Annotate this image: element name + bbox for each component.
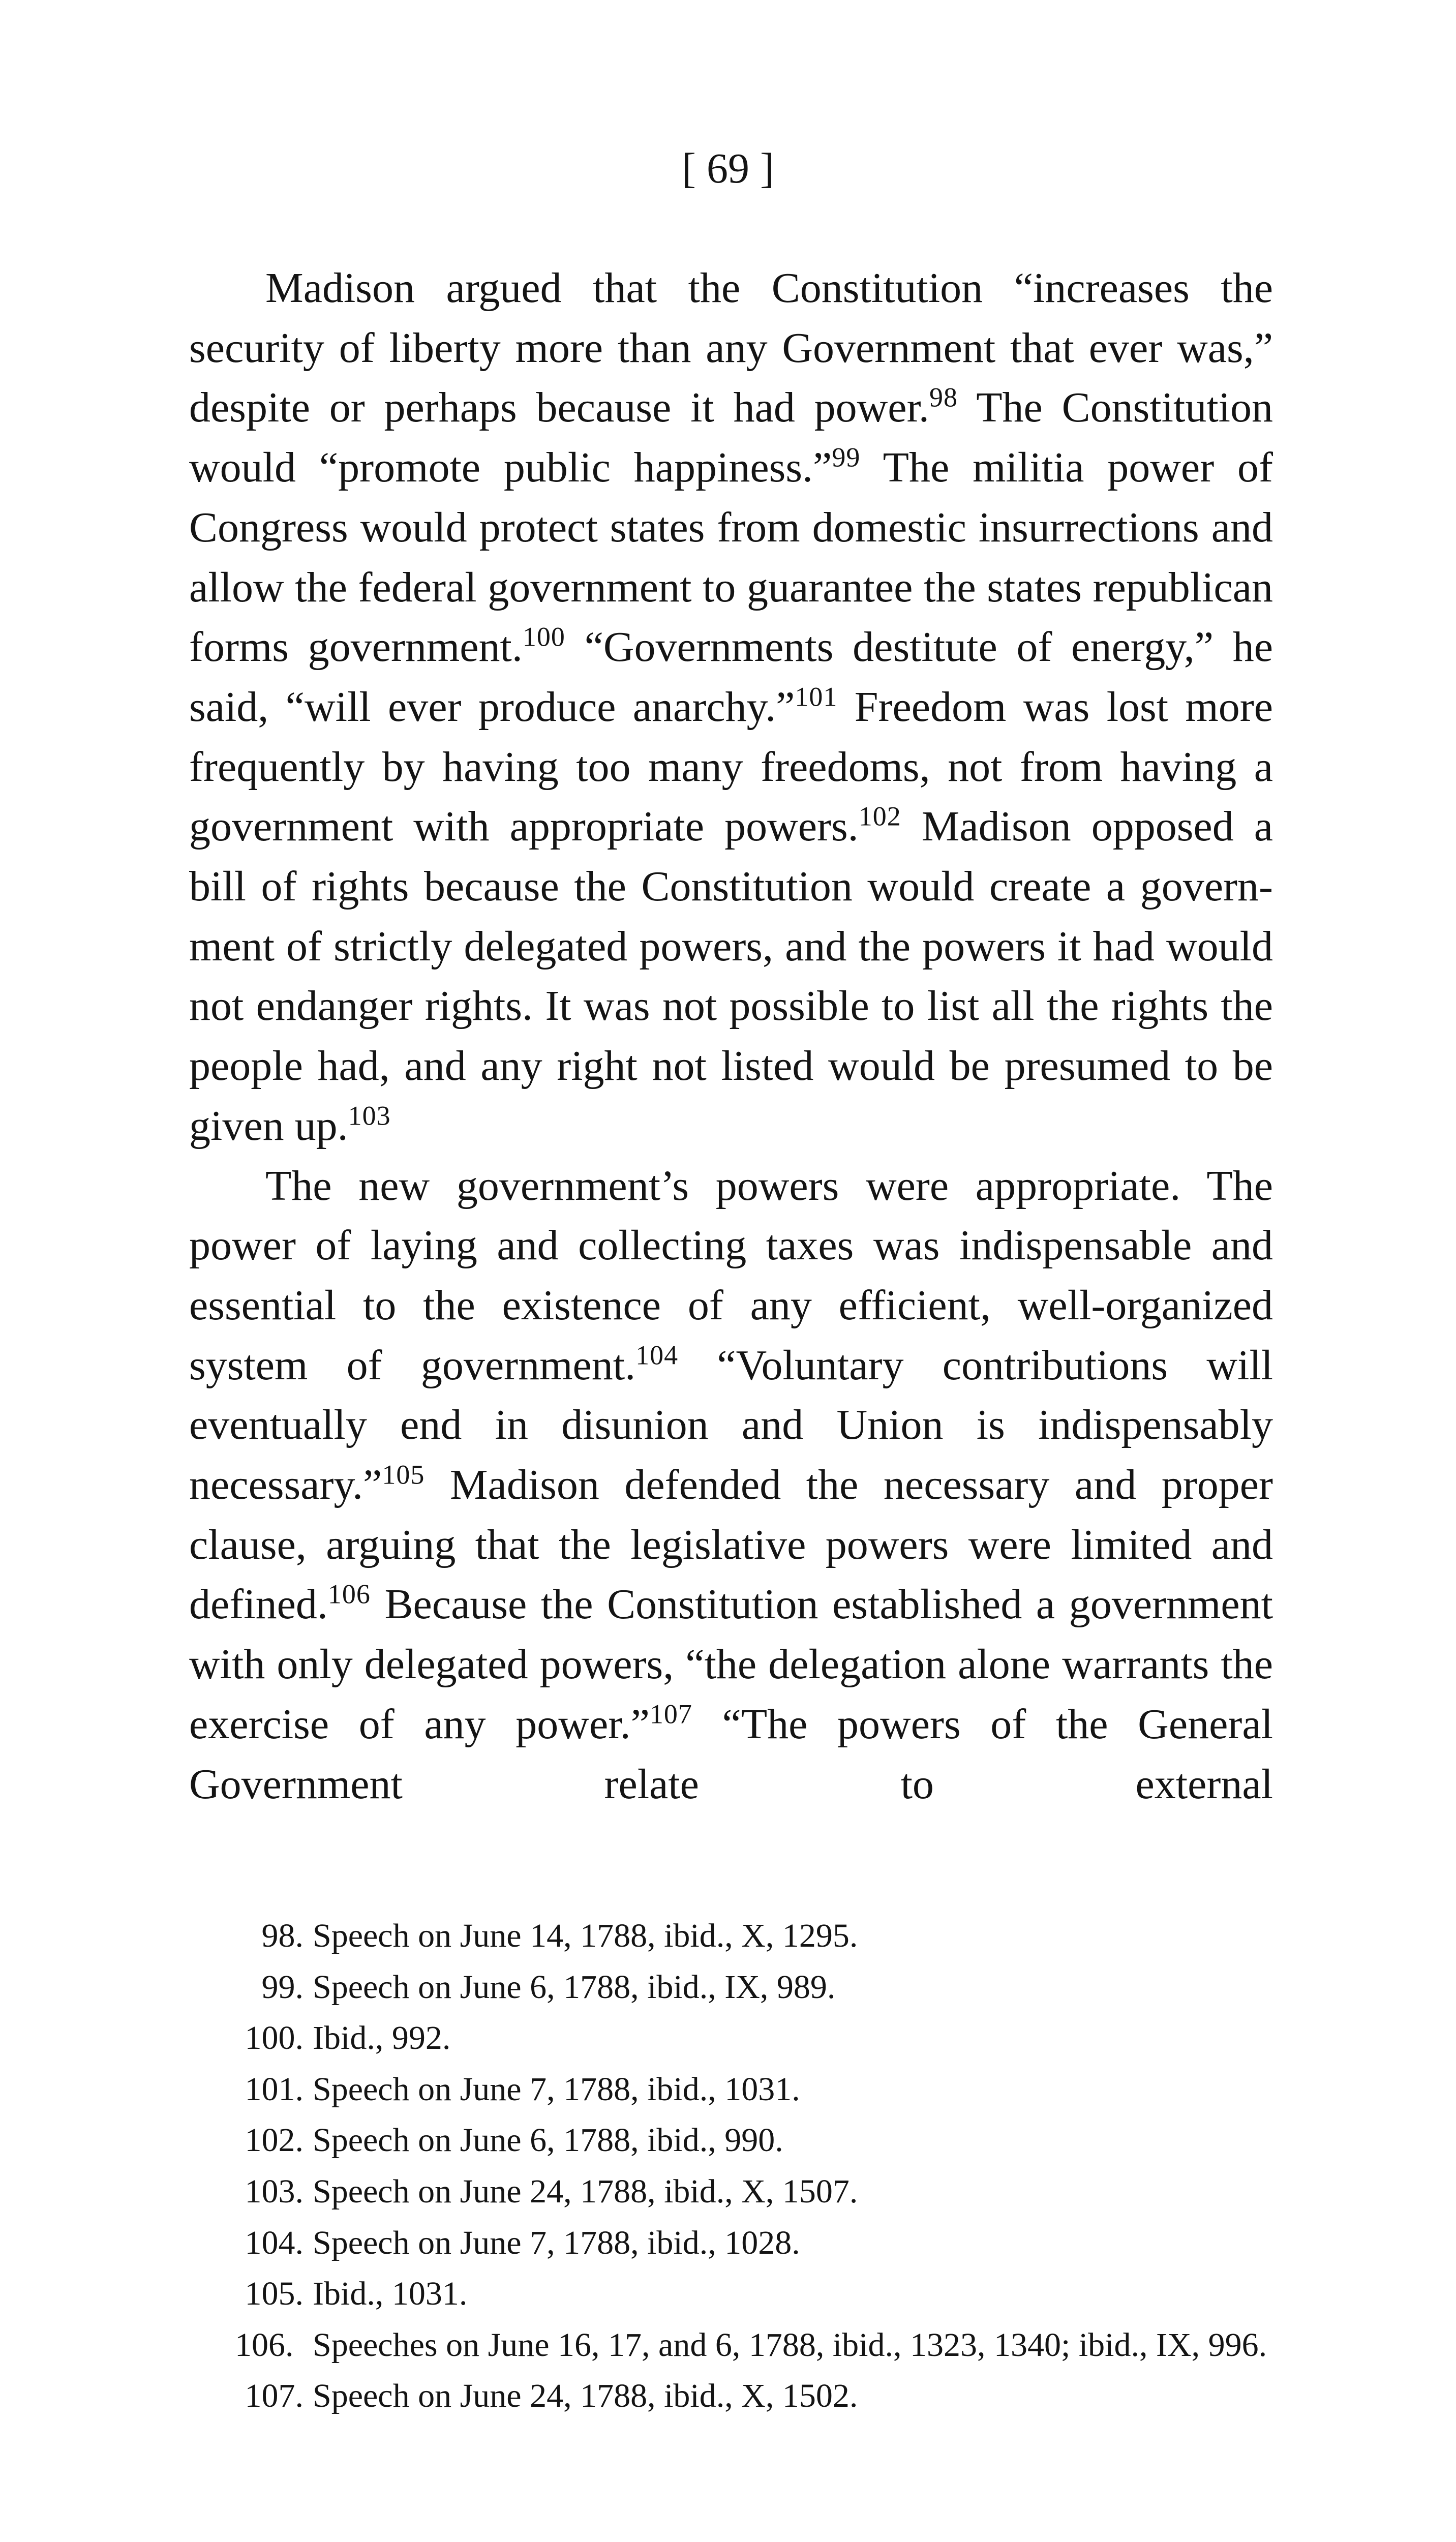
- footnote-ref[interactable]: 103: [348, 1100, 391, 1131]
- footnote-text: Speech on June 14, 1788, ibid., X, 1295.: [313, 1917, 858, 1954]
- footnote-number: 102.: [245, 2122, 304, 2159]
- footnote: [189, 1962, 1273, 2013]
- footnote-number: 107.: [245, 2377, 304, 2415]
- text-run: The militia power of Congress would protect states from domestic insurrections and allow the federal government to guarantee the states republican forms government.: [189, 444, 1273, 671]
- footnote: [189, 2166, 1273, 2218]
- text-run: “Voluntary contributions will eventually end in disunion and Union is indispensably necessary.”: [189, 1341, 1273, 1509]
- footnote: [189, 2320, 1273, 2371]
- text-run: Because the Constitution established a government with only delegated powers, “the delegation alone warrants the exercise of any power.”: [189, 1581, 1273, 1748]
- footnote-ref[interactable]: 101: [795, 681, 838, 712]
- footnote: [189, 2371, 1273, 2422]
- footnote-text: Speech on June 7, 1788, ibid., 1028.: [313, 2224, 800, 2261]
- footnote-text: Speech on June 6, 1788, ibid., IX, 989.: [313, 1968, 836, 2006]
- text-run: “The powers of the General Government relate to external: [189, 1700, 1273, 1808]
- text-run: Freedom was lost more frequently by having too many freedoms, not from having a government with appropriate powers.: [189, 683, 1273, 851]
- text-run: The new government’s powers were appropriate. The power of laying and collecting taxes was indispensable and essential to the existence of any efficient, well-organized system of government.: [189, 1162, 1273, 1389]
- footnote-text: Speech on June 24, 1788, ibid., X, 1507.: [313, 2172, 858, 2210]
- paragraph: [189, 258, 1273, 1156]
- footnote-ref[interactable]: 99: [832, 442, 861, 473]
- text-run: Madison argued that the Constitution “increases the security of liberty more than any Government that ever was,” despite or perhaps because it had power.: [189, 264, 1273, 432]
- footnote-ref[interactable]: 102: [858, 801, 901, 832]
- footnote-ref[interactable]: 100: [522, 621, 565, 652]
- footnote-ref[interactable]: 104: [635, 1339, 679, 1370]
- footnote-number: 104.: [245, 2224, 304, 2261]
- footnote: [189, 2218, 1273, 2269]
- footnote-text: Speech on June 6, 1788, ibid., 990.: [313, 2122, 783, 2159]
- footnote: [189, 2115, 1273, 2166]
- text-run: The Constitution would “promote public happiness.”: [189, 384, 1273, 492]
- footnote-ref[interactable]: 106: [327, 1579, 371, 1610]
- footnote-ref[interactable]: 107: [649, 1699, 692, 1730]
- footnote-text: Ibid., 1031.: [313, 2275, 468, 2313]
- footnote-number: 103.: [245, 2172, 304, 2210]
- footnote-ref[interactable]: 105: [382, 1459, 425, 1490]
- footnote: [189, 2268, 1273, 2320]
- text-run: Madison opposed a bill of rights because the Constitution would create a government of strictly delegated powers, and the powers it had would not endanger rights. It was not possible to list all the rights the people had, and any right not listed would be presumed to be given up.: [189, 803, 1273, 1149]
- body-text: [189, 258, 1273, 1814]
- text-run: Madison defended the necessary and proper clause, arguing that the legislative powers were limited and defined.: [189, 1461, 1273, 1628]
- footnote-text: Speech on June 24, 1788, ibid., X, 1502.: [313, 2377, 858, 2415]
- footnote-number: 106.: [235, 2326, 294, 2364]
- footnote: [189, 2064, 1273, 2115]
- footnotes: [189, 1911, 1273, 2422]
- footnote-number: 105.: [245, 2275, 304, 2313]
- footnote-number: 101.: [245, 2070, 304, 2108]
- footnote-text: Speech on June 7, 1788, ibid., 1031.: [313, 2070, 800, 2108]
- footnote-ref[interactable]: 98: [929, 382, 958, 413]
- footnote-text: Speeches on June 16, 17, and 6, 1788, ibid., 1323, 1340; ibid., IX, 996.: [313, 2326, 1267, 2364]
- paragraph: [189, 1156, 1273, 1814]
- footnote-number: 100.: [245, 2019, 304, 2057]
- footnote-number: 98.: [261, 1917, 304, 1954]
- footnote-text: Ibid., 992.: [313, 2019, 451, 2057]
- footnote: [189, 2013, 1273, 2064]
- text-run: “Governments destitute of energy,” he said, “will ever produce anarchy.”: [189, 623, 1273, 731]
- footnote: [189, 1911, 1273, 1962]
- footnote-number: 99.: [261, 1968, 304, 2006]
- page-number: [ 69 ]: [682, 145, 774, 192]
